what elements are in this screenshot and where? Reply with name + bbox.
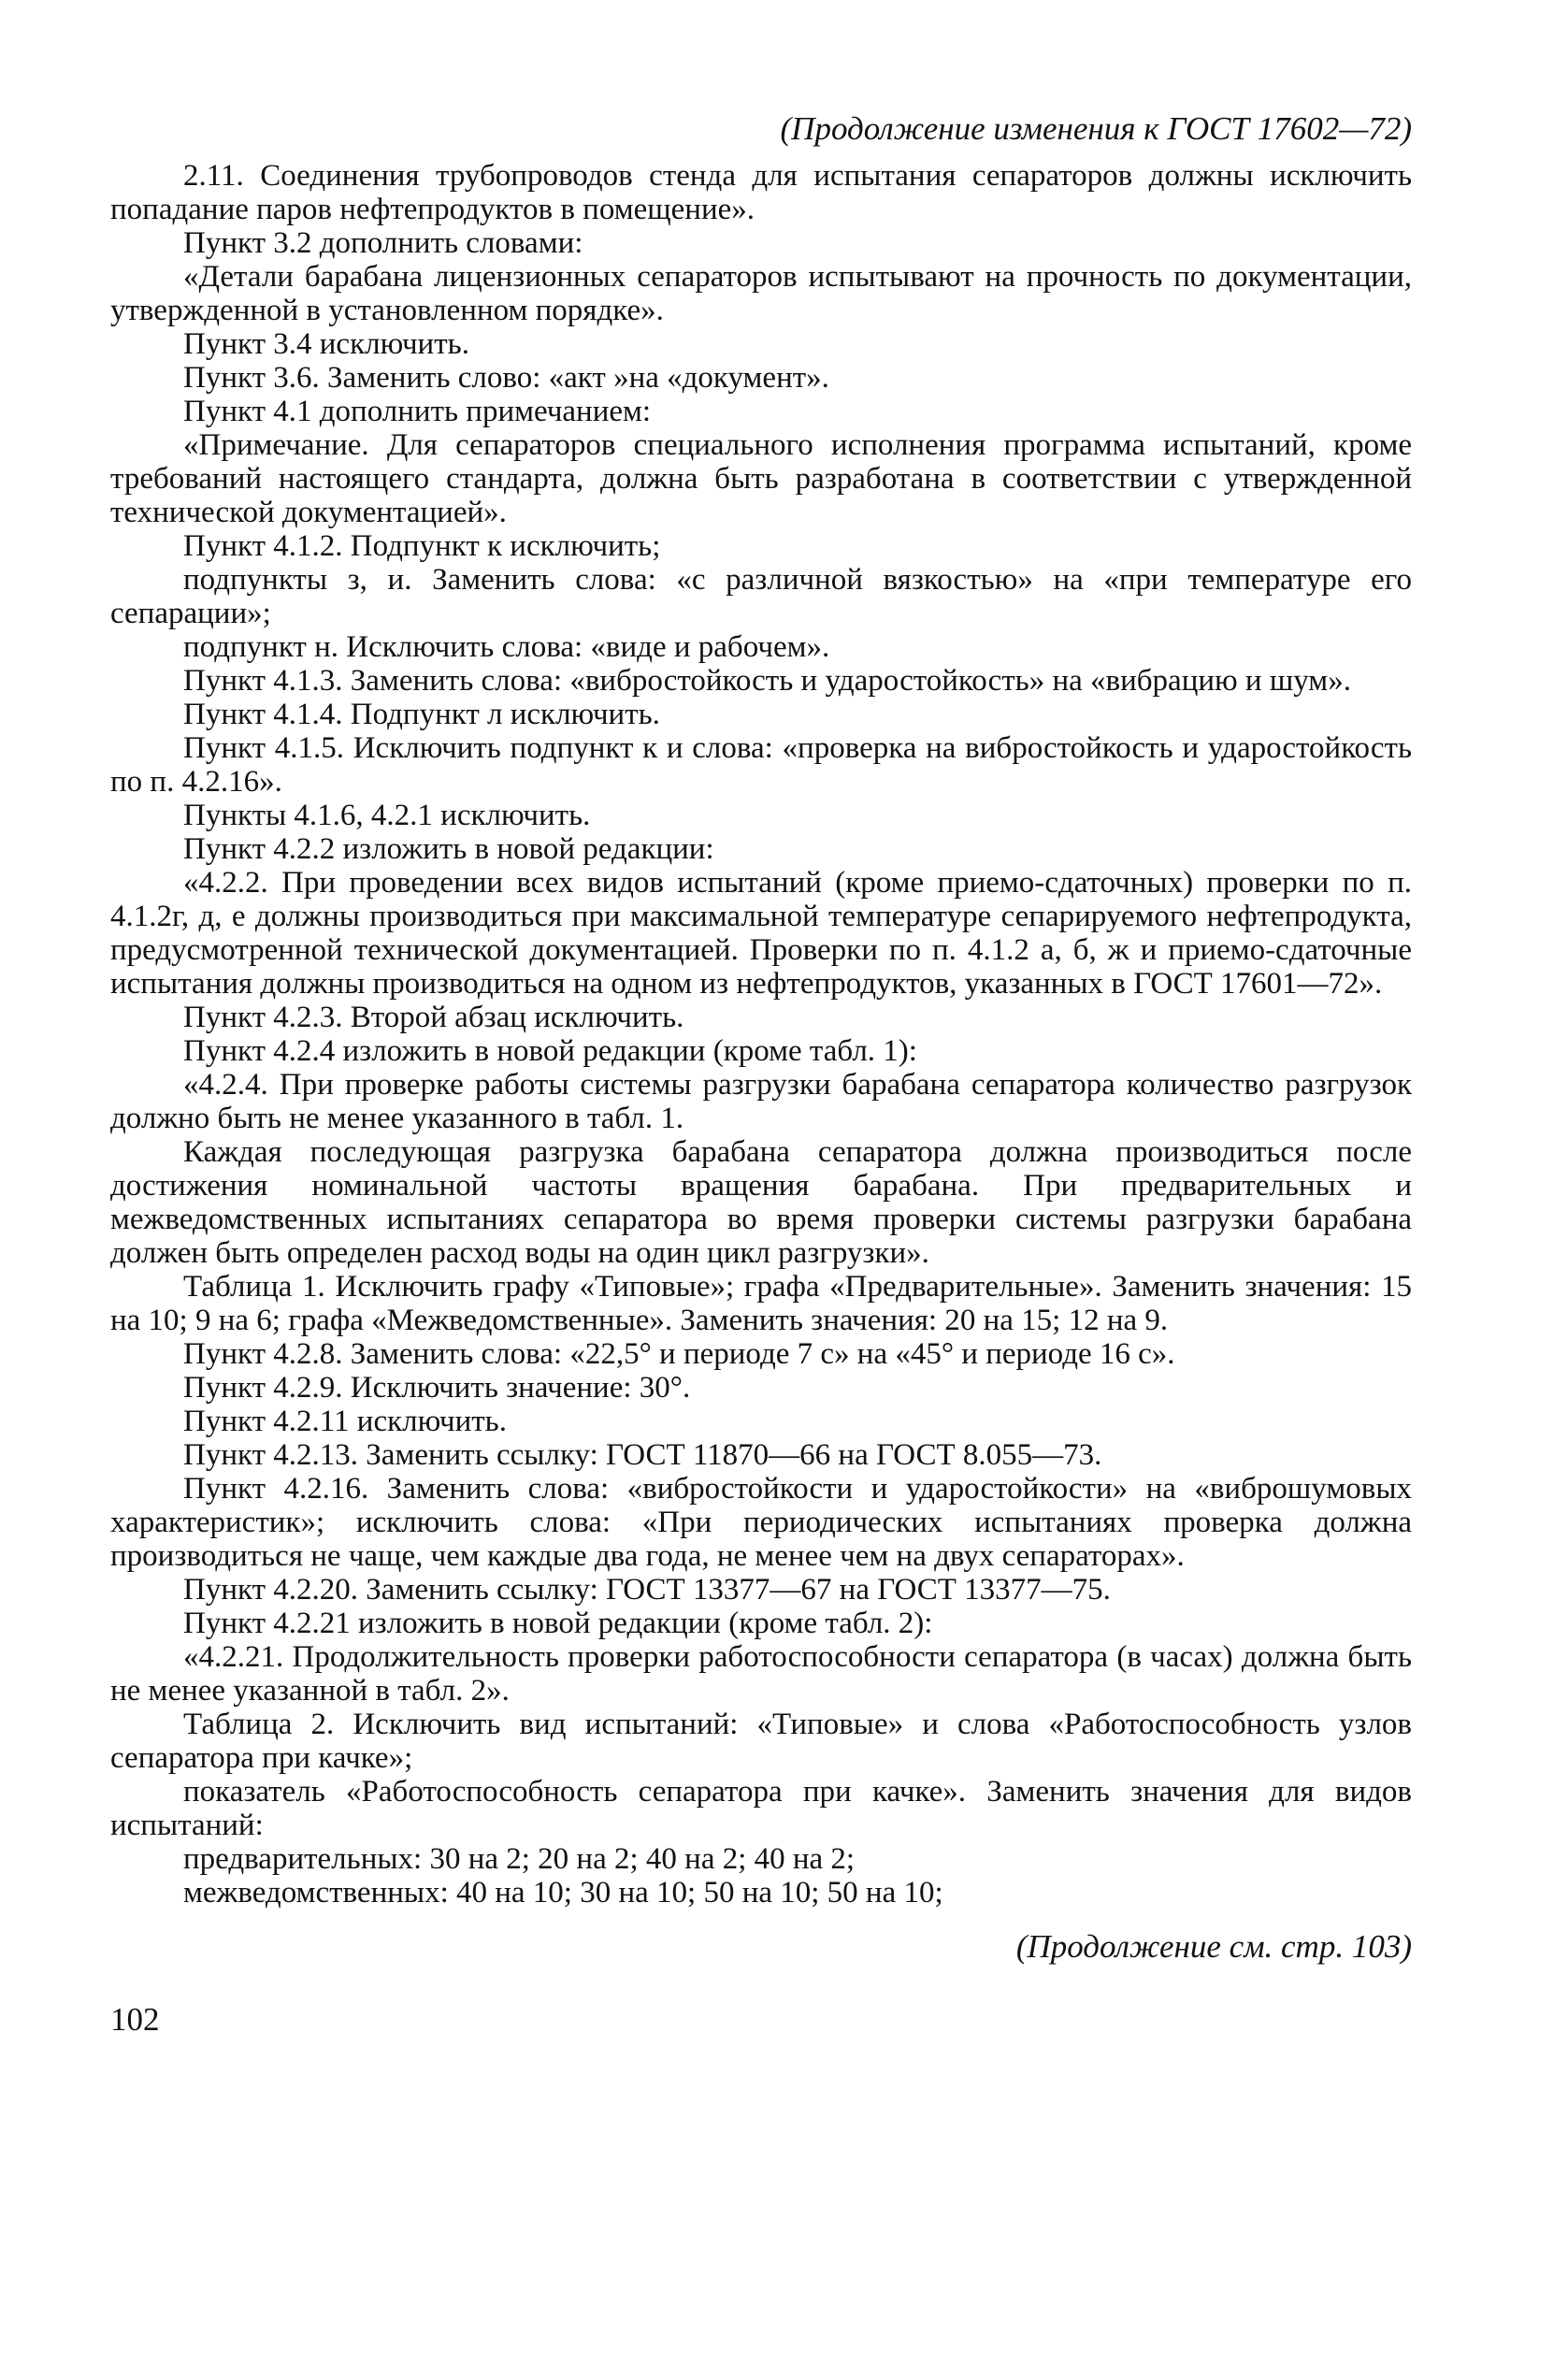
paragraph: подпункты з, и. Заменить слова: «с различной вязкостью» на «при температуре его сепарации»;	[110, 563, 1412, 630]
paragraph: «4.2.4. При проверке работы системы разгрузки барабана сепаратора количество разгрузок должно быть не менее указанного в табл. 1.	[110, 1068, 1412, 1135]
paragraph: «4.2.2. При проведении всех видов испытаний (кроме приемо-сдаточных) проверки по п. 4.1.2г, д, е должны производиться при максимальной температуре сепарируемого нефтепродукта, предусмотренной технической документацией. Проверки по п. 4.1.2 а, б, ж и приемо-сдаточные испытания должны производиться на одном из нефтепродуктов, указанных в ГОСТ 17601—72».	[110, 866, 1412, 1001]
paragraph: Таблица 1. Исключить графу «Типовые»; графа «Предварительные». Заменить значения: 15 на 10; 9 на 6; графа «Межведомственные». Заменить значения: 20 на 15; 12 на 9.	[110, 1270, 1412, 1337]
paragraph: 2.11. Соединения трубопроводов стенда для испытания сепараторов должны исключить попадание паров нефтепродуктов в помещение».	[110, 159, 1412, 226]
paragraph: «Детали барабана лицензионных сепараторов испытывают на прочность по документации, утвержденной в установленном порядке».	[110, 260, 1412, 327]
paragraph: Пункт 3.4 исключить.	[183, 327, 469, 361]
paragraph: «Примечание. Для сепараторов специального исполнения программа испытаний, кроме требований настоящего стандарта, должна быть разработана в соответствии с утвержденной технической документацией».	[110, 428, 1412, 529]
paragraph: межведомственных: 40 на 10; 30 на 10; 50 на 10; 50 на 10;	[183, 1876, 943, 1910]
paragraph: Пункт 4.2.13. Заменить ссылку: ГОСТ 11870—66 на ГОСТ 8.055—73.	[183, 1438, 1102, 1472]
paragraph: Пункты 4.1.6, 4.2.1 исключить.	[183, 799, 591, 832]
document-page	[110, 110, 1412, 2039]
continuation-footer: (Продолжение см. стр. 103)	[1015, 1928, 1412, 1965]
paragraph: Пункт 4.2.21 изложить в новой редакции (кроме табл. 2):	[183, 1607, 933, 1640]
paragraph: Пункт 4.1.2. Подпункт к исключить;	[183, 529, 661, 563]
paragraph: Пункт 4.2.16. Заменить слова: «вибростойкости и ударостойкости» на «виброшумовых характеристик»; исключить слова: «При периодических испытаниях проверка должна производиться не чаще, чем каждые два года, не менее чем на двух сепараторах».	[110, 1472, 1412, 1573]
paragraph: Таблица 2. Исключить вид испытаний: «Типовые» и слова «Работоспособность узлов сепаратора при качке»;	[110, 1708, 1412, 1775]
paragraph: Пункт 4.1.3. Заменить слова: «вибростойкость и ударостойкость» на «вибрацию и шум».	[183, 664, 1351, 698]
paragraph: Пункт 4.2.3. Второй абзац исключить.	[183, 1001, 684, 1034]
paragraph: подпункт н. Исключить слова: «виде и рабочем».	[183, 630, 830, 664]
page-number: 102	[110, 2001, 160, 2038]
paragraph: Пункт 4.1.5. Исключить подпункт к и слова: «проверка на вибростойкость и ударостойкость по п. 4.2.16».	[110, 731, 1412, 799]
paragraph: Пункт 4.2.20. Заменить ссылку: ГОСТ 13377—67 на ГОСТ 13377—75.	[183, 1573, 1111, 1607]
paragraph: показатель «Работоспособность сепаратора при качке». Заменить значения для видов испытаний:	[110, 1775, 1412, 1842]
continuation-header: (Продолжение изменения к ГОСТ 17602—72)	[780, 110, 1412, 147]
paragraph: Пункт 4.2.8. Заменить слова: «22,5° и периоде 7 с» на «45° и периоде 16 с».	[183, 1337, 1175, 1371]
paragraph: предварительных: 30 на 2; 20 на 2; 40 на 2; 40 на 2;	[183, 1842, 856, 1876]
paragraph: Пункт 3.2 дополнить словами:	[183, 226, 583, 260]
paragraph: Пункт 3.6. Заменить слово: «акт »на «документ».	[183, 361, 829, 395]
paragraph: Пункт 4.2.9. Исключить значение: 30°.	[183, 1371, 691, 1405]
paragraph: Каждая последующая разгрузка барабана сепаратора должна производиться после достижения номинальной частоты вращения барабана. При предварительных и межведомственных испытаниях сепаратора во время проверки системы разгрузки барабана должен быть определен расход воды на один цикл разгрузки».	[110, 1135, 1412, 1270]
document-body	[110, 159, 1412, 1910]
paragraph: Пункт 4.1.4. Подпункт л исключить.	[183, 698, 660, 731]
paragraph: Пункт 4.2.4 изложить в новой редакции (кроме табл. 1):	[183, 1034, 917, 1068]
paragraph: «4.2.21. Продолжительность проверки работоспособности сепаратора (в часах) должна быть не менее указанной в табл. 2».	[110, 1640, 1412, 1708]
paragraph: Пункт 4.2.2 изложить в новой редакции:	[183, 832, 714, 866]
paragraph: Пункт 4.2.11 исключить.	[183, 1405, 507, 1438]
paragraph: Пункт 4.1 дополнить примечанием:	[183, 395, 652, 428]
